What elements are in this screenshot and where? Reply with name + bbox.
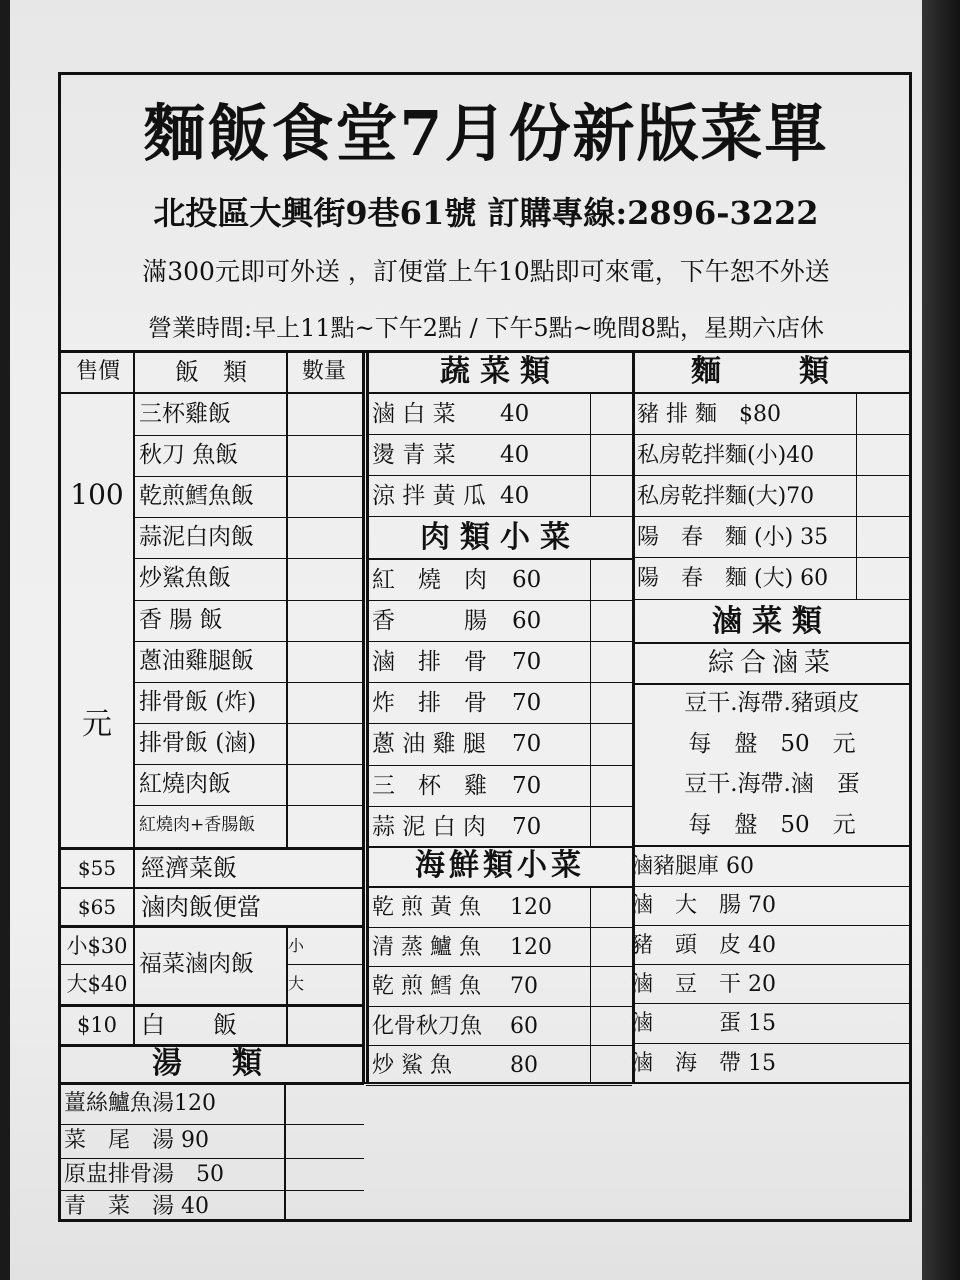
table-rule <box>634 1082 912 1083</box>
fuchai-size-large: 大 <box>288 974 305 993</box>
rice-extra-price: $65 <box>77 895 117 919</box>
noodle-item: 豬 排 麵 $80 <box>637 402 781 427</box>
seafood-price: 80 <box>510 1053 538 1078</box>
business-hours: 營業時間:早上11點~下午2點 / 下午5點~晚間8點，星期六店休 <box>148 314 824 342</box>
braised-header: 滷菜類 <box>712 604 832 639</box>
rice-price-unit: 元 <box>82 707 112 742</box>
seafood-item: 乾 煎 黃 魚 <box>372 895 481 920</box>
rice-qty-header: 數量 <box>301 359 346 384</box>
meat-item: 三 杯 雞 <box>372 772 487 799</box>
row-rule <box>135 558 364 559</box>
braised-combo-line: 豆干.海帶.滷 蛋 <box>684 771 860 797</box>
rice-item: 秋刀 魚飯 <box>139 442 239 469</box>
seafood-price: 70 <box>510 974 538 999</box>
braised-combo-header: 綜合滷菜 <box>707 648 836 678</box>
meat-item: 蔥 油 雞 腿 <box>372 731 486 758</box>
delivery-note: 滿300元即可外送 ，訂便當上午10點即可來電，下午恕不外送 <box>142 257 830 286</box>
soup-divider <box>58 1082 364 1085</box>
row-rule <box>135 682 364 683</box>
rice-extra-price: $55 <box>77 856 117 880</box>
row-rule <box>135 805 364 806</box>
meat-price: 70 <box>512 649 542 676</box>
seafood-price: 60 <box>510 1013 538 1039</box>
soup-item: 薑絲鱸魚湯120 <box>64 1091 216 1116</box>
braised-combo-line: 每 盤 50 元 <box>688 812 856 838</box>
column-divider <box>366 350 369 1082</box>
row-rule <box>135 764 364 765</box>
row-rule <box>135 723 364 724</box>
vegetable-price: 40 <box>500 483 530 510</box>
braised-item: 豬 頭 皮 40 <box>631 932 776 958</box>
seafood-item: 乾 煎 鱈 魚 <box>372 974 481 999</box>
table-rule <box>590 888 591 1084</box>
rice-extra-item: 滷肉飯便當 <box>141 893 261 921</box>
row-rule <box>135 476 364 477</box>
braised-item: 滷 海 帶 15 <box>631 1050 776 1076</box>
vegetable-item: 燙 青 菜 <box>372 442 456 469</box>
soup-header: 湯 類 <box>152 1046 272 1081</box>
rice-item: 乾煎鱈魚飯 <box>139 483 254 510</box>
vegetable-header: 蔬菜類 <box>440 354 560 389</box>
braised-item: 滷豬腿庫 60 <box>631 854 754 879</box>
meat-header: 肉類小菜 <box>420 520 580 555</box>
plain-rice-item: 白 飯 <box>141 1011 237 1039</box>
meat-price: 70 <box>512 813 542 840</box>
rice-item: 紅燒肉飯 <box>139 770 231 797</box>
seafood-item: 化骨秋刀魚 <box>372 1013 483 1039</box>
table-rule <box>58 1190 364 1191</box>
fuchai-item: 福菜滷肉飯 <box>139 951 254 977</box>
meat-price: 60 <box>512 608 542 635</box>
plain-rice-price: $10 <box>76 1013 118 1037</box>
row-rule <box>135 517 364 518</box>
meat-item: 蒜 泥 白 肉 <box>372 813 486 840</box>
noodle-item: 私房乾拌麵(小)40 <box>637 443 815 469</box>
rice-price-value: 100 <box>70 478 124 511</box>
vegetable-price: 40 <box>500 401 530 427</box>
noodle-item: 私房乾拌麵(大)70 <box>637 484 815 510</box>
meat-item: 紅 燒 肉 <box>372 567 487 593</box>
fuchai-large-price: 大$40 <box>66 972 128 996</box>
table-rule <box>366 1085 632 1086</box>
braised-item: 滷 蛋 15 <box>631 1011 776 1037</box>
seafood-item: 清 蒸 鱸 魚 <box>372 934 481 960</box>
menu-title: 麵飯食堂7月份新版菜單 <box>143 97 829 170</box>
table-rule <box>286 925 288 1046</box>
soup-item: 原盅排骨湯 50 <box>64 1162 224 1187</box>
noodles-header: 麵 類 <box>691 354 853 389</box>
column-divider <box>362 350 365 1082</box>
rice-item: 紅燒肉+香腸飯 <box>139 815 256 835</box>
vegetable-item: 涼 拌 黃 瓜 <box>372 483 486 510</box>
seafood-header: 海鮮類小菜 <box>415 848 585 883</box>
row-rule <box>135 600 364 601</box>
rice-item: 香 腸 飯 <box>139 606 223 633</box>
rice-category-header: 飯 類 <box>175 358 247 386</box>
noodle-item: 陽 春 麵 (小) 35 <box>637 525 829 551</box>
meat-item: 香 腸 <box>372 608 487 635</box>
soup-item: 菜 尾 湯 90 <box>64 1128 209 1153</box>
row-rule <box>135 641 364 642</box>
meat-item: 滷 排 骨 <box>372 649 487 676</box>
table-rule <box>58 1124 364 1125</box>
rice-item: 炒鯊魚飯 <box>139 565 231 592</box>
meat-price: 70 <box>512 690 542 717</box>
braised-combo-line: 豆干.海帶.豬頭皮 <box>684 690 860 716</box>
vegetable-price: 40 <box>500 442 530 469</box>
seafood-price: 120 <box>510 895 552 920</box>
rice-item: 三杯雞飯 <box>139 401 231 427</box>
seafood-item: 炒 鯊 魚 <box>372 1053 452 1078</box>
seafood-price: 120 <box>510 934 552 960</box>
meat-price: 70 <box>512 772 542 799</box>
rice-item: 排骨飯 (炸) <box>139 688 257 715</box>
meat-item: 炸 排 骨 <box>372 690 487 717</box>
soup-qty-divider <box>284 1082 286 1222</box>
braised-combo-line: 每 盤 50 元 <box>688 731 856 757</box>
table-rule <box>133 848 135 1046</box>
rice-item: 蔥油雞腿飯 <box>139 647 254 674</box>
noodle-item: 陽 春 麵 (大) 60 <box>637 566 829 592</box>
fuchai-size-small: 小 <box>288 936 305 955</box>
braised-item: 滷 大 腸 70 <box>631 893 776 919</box>
vegetable-item: 滷 白 菜 <box>372 401 456 427</box>
braised-item: 滷 豆 干 20 <box>631 971 776 997</box>
table-rule <box>58 964 133 965</box>
meat-price: 70 <box>512 731 542 758</box>
table-rule <box>590 394 591 517</box>
fuchai-small-price: 小$30 <box>66 934 128 958</box>
rice-item: 排骨飯 (滷) <box>139 729 257 756</box>
table-rule <box>856 394 857 599</box>
rice-item: 蒜泥白肉飯 <box>139 524 254 551</box>
table-rule <box>634 599 912 600</box>
rice-extra-item: 經濟菜飯 <box>141 854 237 882</box>
meat-price: 60 <box>512 567 542 593</box>
soup-item: 青 菜 湯 40 <box>64 1194 209 1219</box>
table-rule <box>58 1158 364 1159</box>
rice-price-header: 售價 <box>75 359 120 384</box>
address-phone: 北投區大興街9巷61號 訂購專線:2896-3222 <box>153 194 819 232</box>
table-rule <box>590 560 591 847</box>
row-rule <box>135 435 364 436</box>
